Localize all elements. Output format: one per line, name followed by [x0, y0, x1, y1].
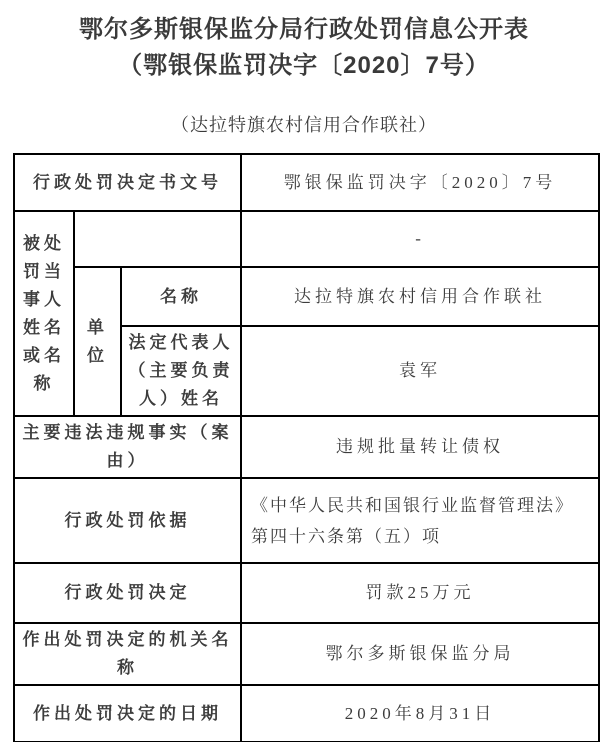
authority-label: 作出处罚决定的机关名称 [14, 623, 241, 685]
authority-value: 鄂尔多斯银保监分局 [241, 623, 599, 685]
row-doc-number [14, 154, 599, 211]
party-group-label: 被处罚当事人姓名或名称 [14, 211, 74, 416]
page-subtitle: （达拉特旗农村信用合作联社） [171, 115, 437, 135]
page-title-line1: 鄂尔多斯银保监分局行政处罚信息公开表 [79, 16, 529, 43]
doc-number-label: 行政处罚决定书文号 [14, 154, 241, 211]
legal-rep-label: 法定代表人（主要负责人）姓名 [121, 326, 241, 416]
row-unit-name [14, 267, 599, 326]
row-facts [14, 416, 599, 478]
basis-value-line2: 第四十六条第（五）项 [251, 526, 442, 546]
basis-label: 行政处罚依据 [14, 478, 241, 563]
legal-rep-value: 袁军 [241, 326, 599, 416]
row-date [14, 685, 599, 742]
page-title-line2: （鄂银保监罚决字〔2020〕7号） [118, 52, 490, 79]
doc-number-value: 鄂银保监罚决字〔2020〕7号 [241, 154, 599, 211]
unit-name-label: 名称 [121, 267, 241, 326]
facts-label: 主要违法违规事实（案由） [14, 416, 241, 478]
penalty-table [13, 153, 600, 742]
page-title [0, 0, 608, 84]
date-value: 2020年8月31日 [241, 685, 599, 742]
decision-label: 行政处罚决定 [14, 563, 241, 623]
basis-value [241, 478, 599, 563]
decision-value: 罚款25万元 [241, 563, 599, 623]
row-party-individual [14, 211, 599, 267]
row-authority [14, 623, 599, 685]
party-individual-value: - [241, 211, 599, 267]
party-individual-empty-cell [74, 211, 241, 267]
unit-label: 单位 [74, 267, 121, 416]
date-label: 作出处罚决定的日期 [14, 685, 241, 742]
basis-value-line1: 《中华人民共和国银行业监督管理法》 [251, 495, 575, 515]
unit-name-value: 达拉特旗农村信用合作联社 [241, 267, 599, 326]
row-basis [14, 478, 599, 563]
facts-value: 违规批量转让债权 [241, 416, 599, 478]
row-decision [14, 563, 599, 623]
